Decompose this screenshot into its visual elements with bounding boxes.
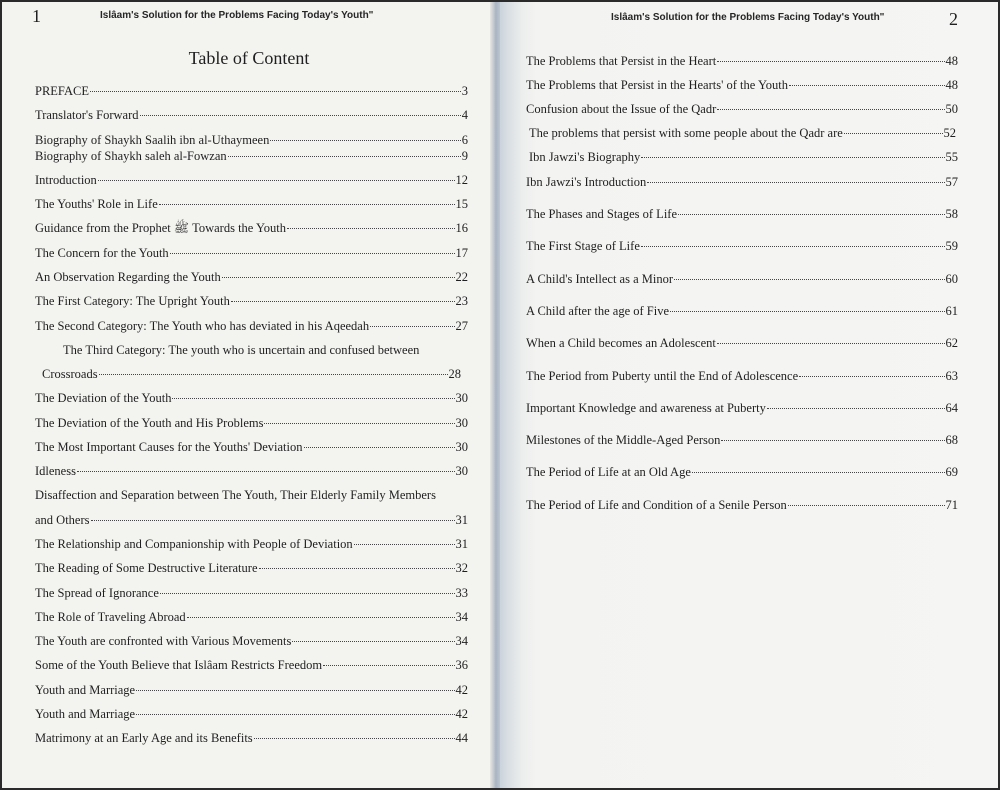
toc-leader-dots bbox=[90, 91, 461, 92]
toc-entry-page: 52 bbox=[943, 126, 956, 140]
toc-entry-title: The Spread of Ignorance bbox=[35, 586, 159, 600]
toc-entry-title: The Second Category: The Youth who has deviated in his Aqeedah bbox=[35, 319, 370, 333]
toc-entry-title: Youth and Marriage bbox=[35, 683, 136, 697]
toc-leader-dots bbox=[674, 279, 944, 280]
toc-leader-dots bbox=[222, 277, 455, 278]
toc-entry bbox=[526, 497, 958, 513]
toc-leader-dots bbox=[159, 204, 455, 205]
toc-entry bbox=[35, 439, 468, 455]
toc-entry bbox=[526, 271, 958, 287]
page-number: 2 bbox=[949, 9, 958, 29]
toc-entry-title: The Period of Life at an Old Age bbox=[526, 465, 691, 479]
toc-entry-page: 34 bbox=[455, 610, 468, 624]
toc-entry-page: 4 bbox=[461, 108, 468, 122]
toc-entry-page: 32 bbox=[455, 561, 468, 575]
toc-entry bbox=[35, 609, 468, 625]
toc-entry-page: 68 bbox=[945, 433, 958, 447]
toc-entry-page: 9 bbox=[461, 149, 468, 163]
toc-leader-dots bbox=[136, 690, 454, 691]
toc-entry-page: 30 bbox=[455, 464, 468, 478]
toc-entry bbox=[35, 245, 468, 261]
toc-entry-title: Ibn Jawzi's Biography bbox=[529, 150, 641, 164]
toc-leader-dots bbox=[323, 665, 454, 666]
toc-entry bbox=[526, 400, 958, 416]
toc-leader-dots bbox=[717, 343, 945, 344]
toc-entry-page: 30 bbox=[455, 440, 468, 454]
toc-entry-title: A Child after the age of Five bbox=[526, 304, 670, 318]
toc-entry-title: The Phases and Stages of Life bbox=[526, 207, 678, 221]
toc-entry-page: 59 bbox=[945, 239, 958, 253]
toc-entry bbox=[35, 390, 468, 406]
toc-entry bbox=[526, 101, 958, 117]
toc-entry bbox=[526, 303, 958, 319]
toc-entry bbox=[42, 366, 461, 382]
toc-entry-title: The Most Important Causes for the Youths' Deviation bbox=[35, 440, 303, 454]
toc-leader-dots bbox=[270, 140, 460, 141]
toc-leader-dots bbox=[170, 253, 455, 254]
toc-leader-dots bbox=[647, 182, 944, 183]
toc-leader-dots bbox=[172, 398, 454, 399]
toc-entry bbox=[35, 585, 468, 601]
running-head: Islâam's Solution for the Problems Facing Today's Youth" bbox=[611, 12, 885, 23]
toc-entry bbox=[35, 682, 468, 698]
toc-title: Table of Content bbox=[188, 48, 310, 68]
toc-entry bbox=[526, 206, 958, 222]
toc-entry-page: 27 bbox=[455, 319, 468, 333]
toc-entry-title: The Relationship and Companionship with People of Deviation bbox=[35, 537, 353, 551]
toc-entry bbox=[35, 560, 468, 576]
toc-entry-title: The Deviation of the Youth bbox=[35, 391, 172, 405]
toc-entry bbox=[35, 536, 468, 552]
toc-leader-dots bbox=[187, 617, 455, 618]
toc-entry-page: 50 bbox=[945, 102, 958, 116]
toc-entry-title: The First Category: The Upright Youth bbox=[35, 294, 230, 308]
toc-entry bbox=[35, 107, 468, 123]
toc-entry-page: 22 bbox=[455, 270, 468, 284]
toc-entry-title: When a Child becomes an Adolescent bbox=[526, 336, 716, 350]
toc-entry bbox=[35, 487, 468, 503]
toc-entry-title: Milestones of the Middle-Aged Person bbox=[526, 433, 721, 447]
toc-entry-page: 71 bbox=[945, 498, 958, 512]
toc-leader-dots bbox=[228, 156, 461, 157]
toc-leader-dots bbox=[789, 85, 945, 86]
toc-leader-dots bbox=[670, 311, 944, 312]
toc-entry bbox=[35, 172, 468, 188]
toc-entry-page: 16 bbox=[455, 221, 468, 235]
toc-entry-page: 17 bbox=[455, 246, 468, 260]
toc-entry bbox=[63, 342, 468, 358]
toc-entry-title: Ibn Jawzi's Introduction bbox=[526, 175, 647, 189]
toc-entry bbox=[529, 149, 958, 165]
toc-entry bbox=[35, 293, 468, 309]
toc-entry-title: The First Stage of Life bbox=[526, 239, 640, 253]
toc-list-right bbox=[496, 2, 998, 788]
toc-entry-page: 15 bbox=[455, 197, 468, 211]
toc-leader-dots bbox=[292, 641, 454, 642]
toc-entry-title: Guidance from the Prophet ﷺ Towards the Youth bbox=[35, 221, 287, 235]
toc-entry-title: Biography of Shaykh saleh al-Fowzan bbox=[35, 149, 227, 163]
toc-entry bbox=[35, 415, 468, 431]
toc-entry bbox=[35, 220, 468, 236]
toc-leader-dots bbox=[98, 180, 455, 181]
toc-entry-title: The Problems that Persist in the Heart bbox=[526, 54, 717, 68]
toc-entry-title: Confusion about the Issue of the Qadr bbox=[526, 102, 717, 116]
toc-entry bbox=[35, 196, 468, 212]
right-page bbox=[496, 2, 998, 788]
toc-entry-page: 48 bbox=[945, 54, 958, 68]
toc-entry-page: 62 bbox=[945, 336, 958, 350]
toc-leader-dots bbox=[721, 440, 944, 441]
toc-entry bbox=[35, 463, 468, 479]
toc-leader-dots bbox=[692, 472, 945, 473]
toc-entry-title: The problems that persist with some people about the Qadr are bbox=[529, 126, 843, 140]
toc-entry bbox=[35, 657, 468, 673]
toc-entry bbox=[526, 335, 958, 351]
toc-entry-title: Translator's Forward bbox=[35, 108, 139, 122]
toc-entry-page: 42 bbox=[455, 683, 468, 697]
toc-entry bbox=[526, 464, 958, 480]
toc-entry-page: 3 bbox=[461, 84, 468, 98]
toc-entry-page: 31 bbox=[455, 513, 468, 527]
toc-leader-dots bbox=[231, 301, 455, 302]
toc-entry-page: 28 bbox=[448, 367, 461, 381]
toc-entry-title: Biography of Shaykh Saalih ibn al-Uthaymeen bbox=[35, 133, 270, 147]
toc-entry bbox=[35, 148, 468, 164]
toc-leader-dots bbox=[717, 61, 944, 62]
toc-leader-dots bbox=[287, 228, 454, 229]
toc-entry bbox=[526, 432, 958, 448]
toc-entry-page: 57 bbox=[945, 175, 958, 189]
toc-entry bbox=[35, 706, 468, 722]
toc-entry-title: The Problems that Persist in the Hearts' of the Youth bbox=[526, 78, 788, 92]
toc-leader-dots bbox=[717, 109, 944, 110]
toc-entry-title: and Others bbox=[35, 513, 90, 527]
toc-entry-title: Introduction bbox=[35, 173, 97, 187]
toc-entry-title: The Third Category: The youth who is uncertain and confused between bbox=[63, 343, 420, 357]
toc-entry-title: Some of the Youth Believe that Islâam Restricts Freedom bbox=[35, 658, 323, 672]
toc-entry bbox=[35, 132, 468, 148]
toc-entry-page: 23 bbox=[455, 294, 468, 308]
toc-leader-dots bbox=[767, 408, 945, 409]
toc-entry-title: Idleness bbox=[35, 464, 76, 478]
toc-entry-title: Crossroads bbox=[42, 367, 98, 381]
toc-leader-dots bbox=[99, 374, 448, 375]
toc-entry bbox=[526, 368, 958, 384]
toc-entry bbox=[35, 730, 468, 746]
toc-entry-page: 36 bbox=[455, 658, 468, 672]
toc-entry-page: 63 bbox=[945, 369, 958, 383]
toc-leader-dots bbox=[844, 133, 943, 134]
toc-leader-dots bbox=[641, 246, 945, 247]
toc-entry bbox=[35, 318, 468, 334]
toc-entry-title: The Period from Puberty until the End of Adolescence bbox=[526, 369, 799, 383]
toc-entry bbox=[35, 633, 468, 649]
toc-entry-title: The Role of Traveling Abroad bbox=[35, 610, 186, 624]
toc-entry-title: The Deviation of the Youth and His Problems bbox=[35, 416, 264, 430]
toc-entry bbox=[526, 53, 958, 69]
toc-leader-dots bbox=[354, 544, 455, 545]
toc-leader-dots bbox=[136, 714, 454, 715]
toc-entry bbox=[35, 512, 468, 528]
toc-entry bbox=[35, 269, 468, 285]
toc-leader-dots bbox=[304, 447, 455, 448]
book-gutter bbox=[490, 2, 500, 788]
toc-entry-page: 30 bbox=[455, 416, 468, 430]
toc-entry-page: 6 bbox=[461, 133, 468, 147]
toc-entry-page: 31 bbox=[455, 537, 468, 551]
toc-entry-page: 30 bbox=[455, 391, 468, 405]
toc-leader-dots bbox=[264, 423, 454, 424]
toc-leader-dots bbox=[160, 593, 455, 594]
toc-leader-dots bbox=[140, 115, 461, 116]
toc-leader-dots bbox=[799, 376, 944, 377]
toc-entry-page: 61 bbox=[945, 304, 958, 318]
toc-entry-page: 42 bbox=[455, 707, 468, 721]
page-number: 1 bbox=[32, 6, 41, 26]
toc-entry-title: PREFACE bbox=[35, 84, 89, 98]
toc-entry-title: Matrimony at an Early Age and its Benefits bbox=[35, 731, 253, 745]
toc-entry-title: Important Knowledge and awareness at Puberty bbox=[526, 401, 766, 415]
toc-leader-dots bbox=[788, 505, 945, 506]
toc-leader-dots bbox=[678, 214, 944, 215]
toc-entry bbox=[529, 125, 956, 141]
toc-entry bbox=[526, 238, 958, 254]
toc-leader-dots bbox=[77, 471, 455, 472]
toc-entry-title: The Youth are confronted with Various Movements bbox=[35, 634, 292, 648]
toc-entry-title: The Concern for the Youth bbox=[35, 246, 169, 260]
running-head: Islâam's Solution for the Problems Facing Today's Youth" bbox=[100, 10, 374, 21]
toc-entry-title: The Youths' Role in Life bbox=[35, 197, 158, 211]
toc-entry bbox=[526, 174, 958, 190]
toc-entry-title: Youth and Marriage bbox=[35, 707, 136, 721]
toc-entry-page: 33 bbox=[455, 586, 468, 600]
toc-entry-title: Disaffection and Separation between The Youth, Their Elderly Family Members bbox=[35, 488, 436, 502]
toc-entry-page: 44 bbox=[455, 731, 468, 745]
toc-entry-title: The Period of Life and Condition of a Senile Person bbox=[526, 498, 787, 512]
toc-entry-page: 48 bbox=[945, 78, 958, 92]
toc-entry-page: 55 bbox=[945, 150, 958, 164]
toc-entry bbox=[35, 83, 468, 99]
toc-entry-page: 64 bbox=[945, 401, 958, 415]
toc-entry-page: 34 bbox=[455, 634, 468, 648]
toc-leader-dots bbox=[91, 520, 455, 521]
toc-entry bbox=[526, 77, 958, 93]
toc-entry-title: The Reading of Some Destructive Literature bbox=[35, 561, 258, 575]
left-page bbox=[2, 2, 496, 788]
toc-entry-page: 58 bbox=[945, 207, 958, 221]
toc-leader-dots bbox=[370, 326, 454, 327]
toc-leader-dots bbox=[254, 738, 455, 739]
toc-leader-dots bbox=[641, 157, 944, 158]
toc-list-left bbox=[2, 2, 496, 788]
toc-entry-page: 12 bbox=[455, 173, 468, 187]
toc-entry-page: 69 bbox=[945, 465, 958, 479]
toc-entry-page: 60 bbox=[945, 272, 958, 286]
toc-leader-dots bbox=[259, 568, 455, 569]
toc-entry-title: An Observation Regarding the Youth bbox=[35, 270, 221, 284]
toc-entry-title: A Child's Intellect as a Minor bbox=[526, 272, 674, 286]
